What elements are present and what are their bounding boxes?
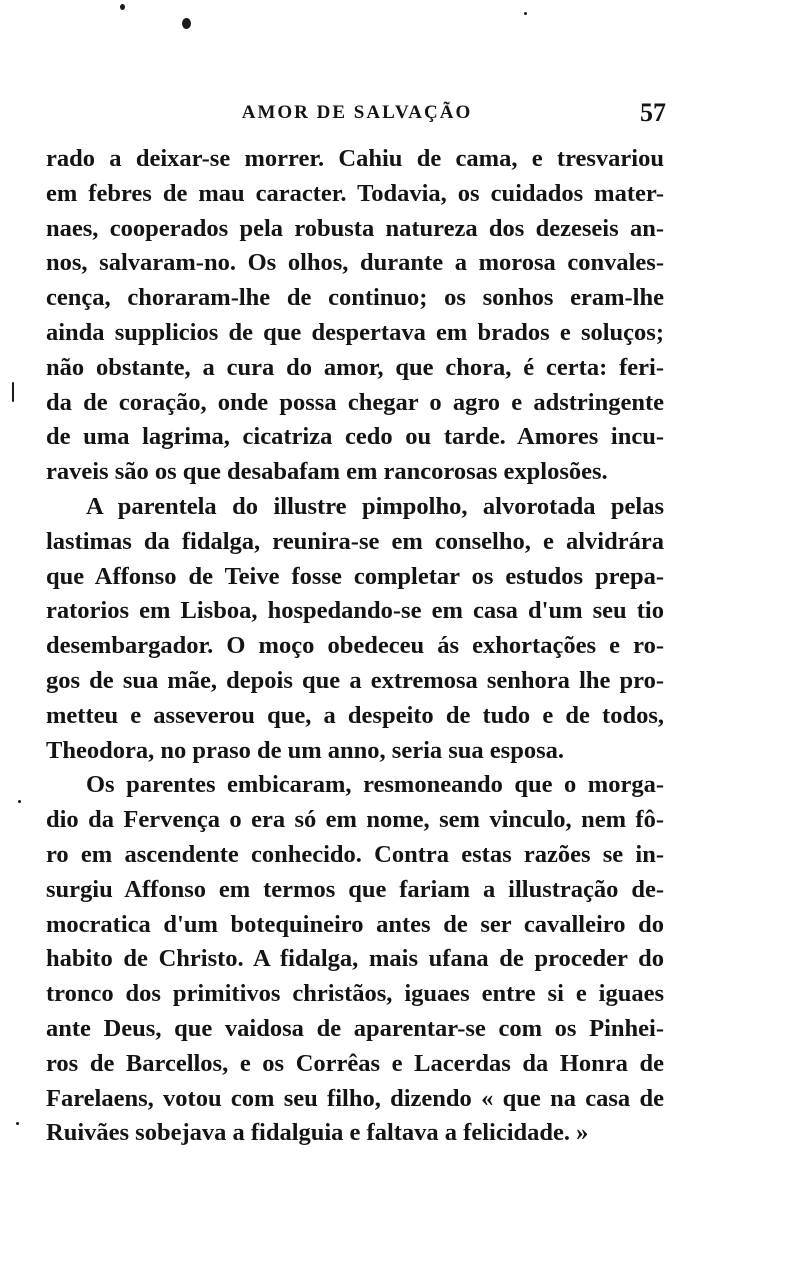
running-header: [46, 100, 668, 132]
text-line: não obstante, a cura do amor, que chora, é certa: feri-: [46, 353, 664, 381]
text-line: lastimas da fidalga, reunira-se em conselho, e alvidrára: [46, 527, 664, 555]
text-line: rado a deixar-se morrer. Cahiu de cama, e tresvariou: [46, 145, 664, 172]
text-line: cença, choraram-lhe de continuo; os sonhos eram-lhe: [46, 284, 664, 312]
text-line: tronco dos primitivos christãos, iguaes entre si e iguaes: [46, 980, 664, 1008]
text-line: mocratica d'um botequineiro antes de ser cavalleiro do: [46, 910, 664, 938]
text-line: ante Deus, que vaidosa de aparentar-se com os Pinhei-: [46, 1014, 664, 1042]
text-line: Os parentes embicaram, resmoneando que o morga-: [86, 771, 664, 799]
text-line: Ruivães sobejava a fidalguia e faltava a felicidade. »: [46, 1119, 589, 1147]
ink-speck: [16, 1122, 19, 1125]
margin-mark: [12, 382, 14, 402]
ink-speck: [18, 800, 21, 803]
text-line: da de coração, onde possa chegar o agro e adstringente: [46, 388, 664, 416]
text-line: desembargador. O moço obedeceu ás exhortações e ro-: [46, 632, 664, 660]
text-line: nos, salvaram-no. Os olhos, durante a morosa convales-: [46, 249, 664, 277]
text-line: gos de sua mãe, depois que a extremosa senhora lhe pro-: [46, 666, 664, 694]
text-line: ainda supplicios de que despertava em brados e soluços;: [46, 318, 664, 346]
text-line: surgiu Affonso em termos que fariam a illustração de-: [46, 875, 664, 903]
text-line: habito de Christo. A fidalga, mais ufana de proceder do: [46, 945, 664, 973]
ink-speck: [182, 18, 191, 29]
text-line: raveis são os que desabafam em rancorosas explosões.: [46, 458, 608, 486]
text-line: Farelaens, votou com seu filho, dizendo « que na casa de: [46, 1084, 664, 1112]
paragraph: [46, 768, 664, 1151]
text-line: em febres de mau caracter. Todavia, os cuidados mater-: [46, 179, 664, 207]
text-line: naes, cooperados pela robusta natureza dos dezeseis an-: [46, 214, 664, 242]
ink-speck: [524, 12, 527, 15]
text-line: que Affonso de Teive fosse completar os estudos prepa-: [46, 562, 664, 590]
text-line: dio da Fervença o era só em nome, sem vinculo, nem fô-: [46, 806, 664, 834]
running-title: AMOR DE SALVAÇÃO: [241, 102, 473, 123]
text-line: ros de Barcellos, e os Corrêas e Lacerdas da Honra de: [46, 1049, 664, 1077]
text-line: metteu e asseverou que, a despeito de tudo e de todos,: [46, 701, 664, 729]
text-line: ro em ascendente conhecido. Contra estas razões se in-: [46, 840, 664, 868]
page-number: 57: [640, 98, 666, 127]
body-text: [46, 142, 664, 1151]
text-line: ratorios em Lisboa, hospedando-se em casa d'um seu tio: [46, 597, 664, 625]
paragraph: [46, 142, 664, 490]
text-line: A parentela do illustre pimpolho, alvorotada pelas: [86, 492, 664, 520]
text-line: Theodora, no praso de um anno, seria sua esposa.: [46, 736, 564, 764]
paragraph: [46, 490, 664, 768]
text-line: de uma lagrima, cicatriza cedo ou tarde. Amores incu-: [46, 423, 664, 451]
ink-speck: [120, 4, 125, 10]
